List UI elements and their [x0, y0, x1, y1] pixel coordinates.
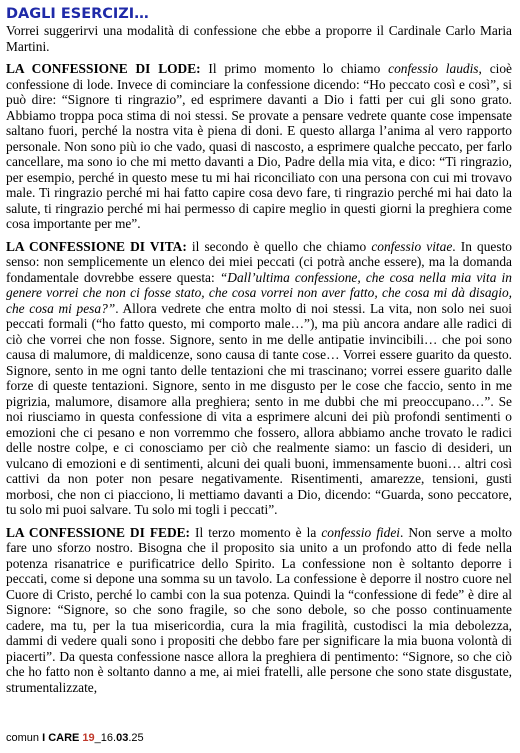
page-content [6, 6, 512, 695]
intro-paragraph: Vorrei suggerirvi una modalità di confessione che ebbe a proporre il Cardinale Carlo Maria Martini. [6, 23, 512, 54]
section-text: . Allora vedrete che entra molto di noi stessi. La vita, non solo nei suoi peccati formali (“ho fatto questo, mi comporto male…”), ma più ancora andare alle radici di ciò che vorrei che non fosse. Signore, sento in me delle antipatie invincibili… che poi sono causa di malumore, di maldicenze, sono causa di tante cose… Vorrei essere guarito da questo. Signore, sento in me ogni tanto delle tentazioni che mi trascinano; vorrei essere guarito dalle forze di queste tentazioni. Signore, sento in me disgusto per le cose che faccio, sento in me pigrizia, malumore, disamore alla preghiera; sento in me dubbi che mi preoccupano…”. Se noi riusciamo in questa confessione di vita a esprimere alcuni dei più profondi sentimenti o emozioni che ci pesano e non vorremmo che fossero, allora abbiamo anche trovato le radici delle nostre colpe, e ci conosciamo per ciò che realmente siamo: un fascio di desideri, un vulcano di emozioni e di sentimenti, alcuni dei quali buoni, immensamente buoni… altri così cattivi da non poter non pesare negativamente. Risentimenti, amarezze, tensioni, gusti morbosi, che non ci piacciono, li mettiamo davanti a Dio, dicendo: “Guarda, sono peccatore, tu solo mi puoi salvare. Tu solo mi togli i peccati”. [6, 300, 512, 517]
footer-issue: 19 [82, 732, 95, 744]
footer [6, 732, 144, 744]
section-text: . Non serve a molto fare uno sforzo nostro. Bisogna che il proposito sia unito a un profondo atto di fede nella potenza risanatrice e purificatrice dello Spirito. La confessione non è soltanto deporre i peccati, come si depone una somma su un tavolo. La confessione è deporre il nostro cuore nel Cuore di Cristo, perché lo cambi con la sua potenza. Quindi la “confessione di fede” è dire al Signore: “Signore, so che sono fragile, so che sono debole, so che posso continuamente cadere, ma tu, per la tua misericordia, cura la mia fragilità, custodisci la mia debolezza, dammi di vedere quali sono i propositi che debbo fare per significare la mia buona volontà di piacerti”. Da questa confessione nasce allora la preghiera di pentimento: “Signore, so che ciò che ho fatto non è soltanto danno a me, ai miei fratelli, alle persone che sono state disgustate, strumentalizzate, [6, 524, 512, 695]
footer-date-post: .25 [128, 732, 144, 744]
footer-brand: I CARE [42, 732, 83, 744]
section-text: Il primo momento lo chiamo [200, 61, 389, 76]
footer-date-pre: _16. [94, 732, 117, 744]
sections-container [6, 61, 512, 695]
footer-prefix: comun [6, 732, 43, 744]
section-title: LA CONFESSIONE DI LODE: [6, 61, 201, 76]
section-text: , cioè confessione di lode. Invece di cominciare la confessione dicendo: “Ho peccato così e così”, si può dire: “Signore ti ringrazio”, ed esprimere davanti a Dio i fatti per cui gli sono grato. Abbiamo troppa poca stima di noi stessi. Se provate a pensare vedrete quante cose impensate saltano fuori, perché la nostra vita è piena di doni. E questo allarga l’anima al vero rapporto personale. Non sono più io che vado, quasi di nascosto, a esprimere qualche peccato, per farlo cancellare, ma sono io che mi metto davanti a Dio, Padre della mia vita, e dico: “Ti ringrazio, per esempio, perché in questo mese tu mi hai riconciliato con una persona con cui mi trovavo male. Ti ringrazio perché mi hai fatto capire cosa devo fare, ti ringrazio perché mi hai dato la salute, ti ringrazio perché mi hai permesso di capire meglio in questi giorni la preghiera come cosa importante per me”. [6, 61, 513, 231]
section-title: LA CONFESSIONE DI VITA: [6, 238, 187, 254]
section-italic-text: confessio vitae [371, 238, 453, 254]
section-text: Il terzo momento è la [190, 524, 322, 540]
section-italic-text: confessio fidei [321, 524, 401, 540]
page-heading: DAGLI ESERCIZI… [6, 6, 149, 22]
section-paragraph [6, 239, 512, 518]
section-paragraph [6, 61, 512, 232]
footer-date-month: 03 [116, 732, 129, 744]
footer-date [95, 732, 144, 744]
section-text: il secondo è quello che chiamo [186, 238, 372, 254]
section-title: LA CONFESSIONE DI FEDE: [6, 524, 191, 540]
section-text: . In questo senso: non semplicemente un elenco dei miei peccati (ci potrà anche essere), ma la domanda fondamentale dovrebbe essere questa: [6, 238, 512, 285]
section-paragraph [6, 525, 512, 696]
section-italic-text: confessio laudis [388, 61, 479, 76]
section-italic-text: “Dall’ultima confessione, che cosa nella mia vita in genere vorrei che non ci fosse stato, che cosa vorrei non aver fatto, che cosa mi dà disagio, che cosa mi pesa?” [6, 269, 512, 316]
